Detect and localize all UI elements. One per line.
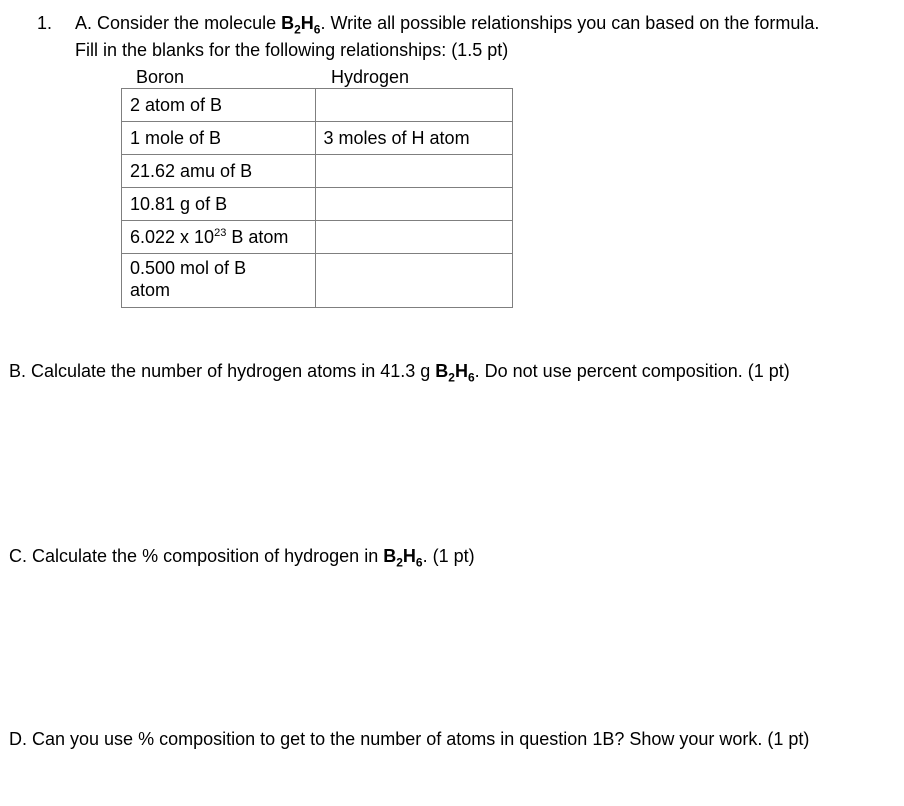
hydrogen-cell-blank[interactable]: [315, 155, 513, 188]
avogadro-prefix: 6.022 x 10: [130, 227, 215, 247]
question-1b-tail: . Do not use percent composition. (1 pt): [474, 361, 790, 381]
question-number: 1.: [37, 13, 53, 33]
table-row: [122, 221, 513, 254]
formula-hydrogen: H: [454, 361, 468, 381]
boron-cell-line2: atom: [130, 280, 171, 300]
question-1a-lead: A. Consider the molecule: [75, 13, 282, 33]
question-1d: D. Can you use % composition to get to the number of atoms in question 1B? Show your work. (1 pt): [9, 729, 810, 749]
question-1c-tail: . (1 pt): [422, 546, 475, 566]
boron-cell: [122, 254, 316, 308]
hydrogen-cell: 3 moles of H atom: [315, 122, 513, 155]
table-row: [122, 122, 513, 155]
hydrogen-cell-blank[interactable]: [315, 221, 513, 254]
question-1c-lead: C. Calculate the % composition of hydrogen in: [9, 546, 384, 566]
relationship-table: [121, 88, 513, 308]
formula-hydrogen: H: [300, 13, 314, 33]
formula-hydrogen: H: [402, 546, 416, 566]
column-header-boron: Boron: [136, 67, 185, 87]
formula-boron-subscript: 2: [396, 555, 403, 570]
avogadro-exponent: 23: [214, 227, 227, 239]
question-1b: [9, 360, 790, 385]
question-1a-tail: . Write all possible relationships you can based on the formula.: [320, 13, 820, 33]
question-1b-lead: B. Calculate the number of hydrogen atoms in 41.3 g: [9, 361, 436, 381]
formula-boron-subscript: 2: [294, 22, 301, 37]
boron-cell: [122, 221, 316, 254]
column-header-hydrogen: Hydrogen: [331, 67, 410, 87]
avogadro-suffix: B atom: [226, 227, 289, 247]
formula-boron-subscript: 2: [448, 370, 455, 385]
formula-b2h6: [383, 546, 423, 570]
table-row: [122, 254, 513, 308]
hydrogen-cell-blank[interactable]: [315, 89, 513, 122]
boron-cell: 10.81 g of B: [122, 188, 316, 221]
question-1a-line1: [75, 12, 820, 37]
question-1c: [9, 545, 475, 570]
table-row: [122, 188, 513, 221]
formula-b2h6: [435, 361, 475, 385]
formula-boron: B: [383, 546, 397, 566]
question-1a-line2: Fill in the blanks for the following relationships: (1.5 pt): [75, 40, 509, 60]
boron-cell: 21.62 amu of B: [122, 155, 316, 188]
formula-hydrogen-subscript: 6: [313, 22, 321, 37]
boron-cell-line1: 0.500 mol of B: [130, 258, 247, 278]
formula-boron: B: [281, 13, 295, 33]
boron-cell: 1 mole of B: [122, 122, 316, 155]
formula-b2h6: [281, 13, 321, 37]
boron-cell: 2 atom of B: [122, 89, 316, 122]
hydrogen-cell-blank[interactable]: [315, 254, 513, 308]
formula-hydrogen-subscript: 6: [415, 555, 423, 570]
formula-hydrogen-subscript: 6: [467, 370, 475, 385]
hydrogen-cell-blank[interactable]: [315, 188, 513, 221]
table-row: [122, 155, 513, 188]
table-row: [122, 89, 513, 122]
formula-boron: B: [435, 361, 449, 381]
